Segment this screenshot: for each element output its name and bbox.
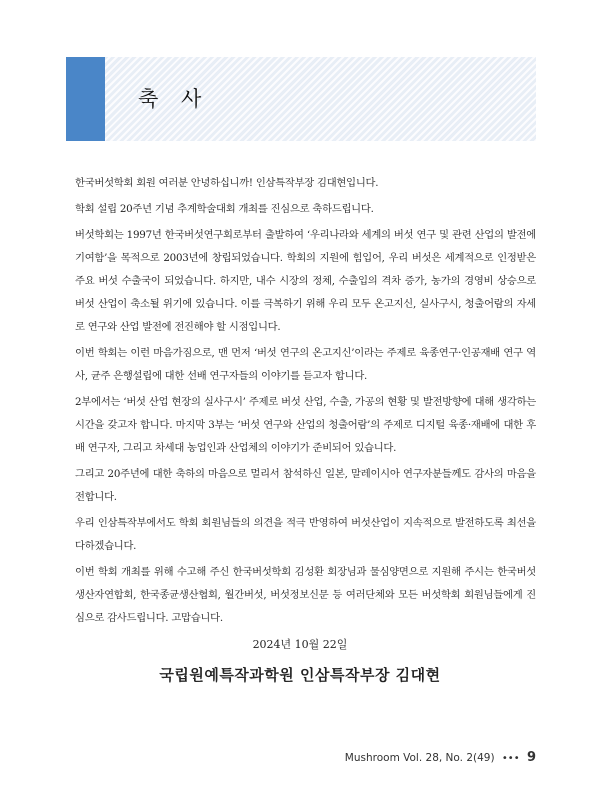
page-title: 축 사: [138, 87, 210, 111]
page-footer: [345, 750, 536, 765]
title-accent-bar: [66, 57, 105, 141]
paragraph: 버섯학회는 1997년 한국버섯연구회로부터 출발하여 ‘우리나라와 세계의 버섯 연구 및 관련 산업의 발전에 기여함’을 목적으로 2003년에 창립되었습니다. 학회의 지원에 힘입어, 우리 버섯은 세계적으로 인정받은 주요 버섯 수출국이 되었습니다. 하지만, 내수 시장의 정체, 수출입의 격차 증가, 농가의 경영비 상승으로 버섯 산업이 축소될 위기에 있습니다. 이를 극복하기 위해 우리 모두 온고지신, 실사구시, 청출어람의 자세로 연구와 산업 발전에 전진해야 할 시점입니다.: [75, 229, 536, 333]
paragraph: 이번 학회는 이런 마음가짐으로, 맨 먼저 ‘버섯 연구의 온고지신’이라는 주제로 육종연구·인공재배 연구 역사, 균주 은행설립에 대한 선배 연구자들의 이야기를 듣고자 합니다.: [75, 347, 536, 382]
page-number: 9: [526, 750, 536, 765]
paragraph: 그리고 20주년에 대한 축하의 마음으로 멀리서 참석하신 일본, 말레이시아 연구자분들께도 감사의 마음을 전합니다.: [75, 468, 536, 503]
paragraph: 2부에서는 ‘버섯 산업 현장의 실사구시’ 주제로 버섯 산업, 수출, 가공의 현황 및 발전방향에 대해 생각하는 시간을 갖고자 합니다. 마지막 3부는 ‘버섯 연구와 산업의 청출어람’의 주제로 디지털 육종·재배에 대한 후배 연구자, 그리고 차세대 농업인과 산업체의 이야기가 준비되어 있습니다.: [75, 396, 536, 454]
paragraph: 학회 설립 20주년 기념 추계학술대회 개최를 진심으로 축하드립니다.: [75, 203, 374, 215]
journal-citation: Mushroom Vol. 28, No. 2(49): [344, 752, 495, 764]
title-banner: [66, 57, 536, 141]
paragraph: 우리 인삼특작부에서도 학회 회원님들의 의견을 적극 반영하여 버섯산업이 지속적으로 발전하도록 최선을 다하겠습니다.: [75, 517, 536, 552]
congratulatory-message: [75, 172, 536, 633]
separator-dots: •••: [501, 753, 520, 764]
paragraph: 한국버섯학회 회원 여러분 안녕하십니까! 인삼특작부장 김대현입니다.: [75, 177, 379, 189]
letter-date: 2024년 10월 22일: [252, 638, 348, 651]
paragraph: 이번 학회 개최를 위해 수고해 주신 한국버섯학회 김성환 회장님과 물심양면으로 지원해 주시는 한국버섯생산자연합회, 한국종균생산협회, 월간버섯, 버섯정보신문 등 여러단체와 모든 버섯학회 회원님들에게 진심으로 감사드립니다. 고맙습니다.: [75, 566, 536, 624]
signature: 국립원예특작과학원 인삼특작부장 김대현: [159, 666, 441, 684]
